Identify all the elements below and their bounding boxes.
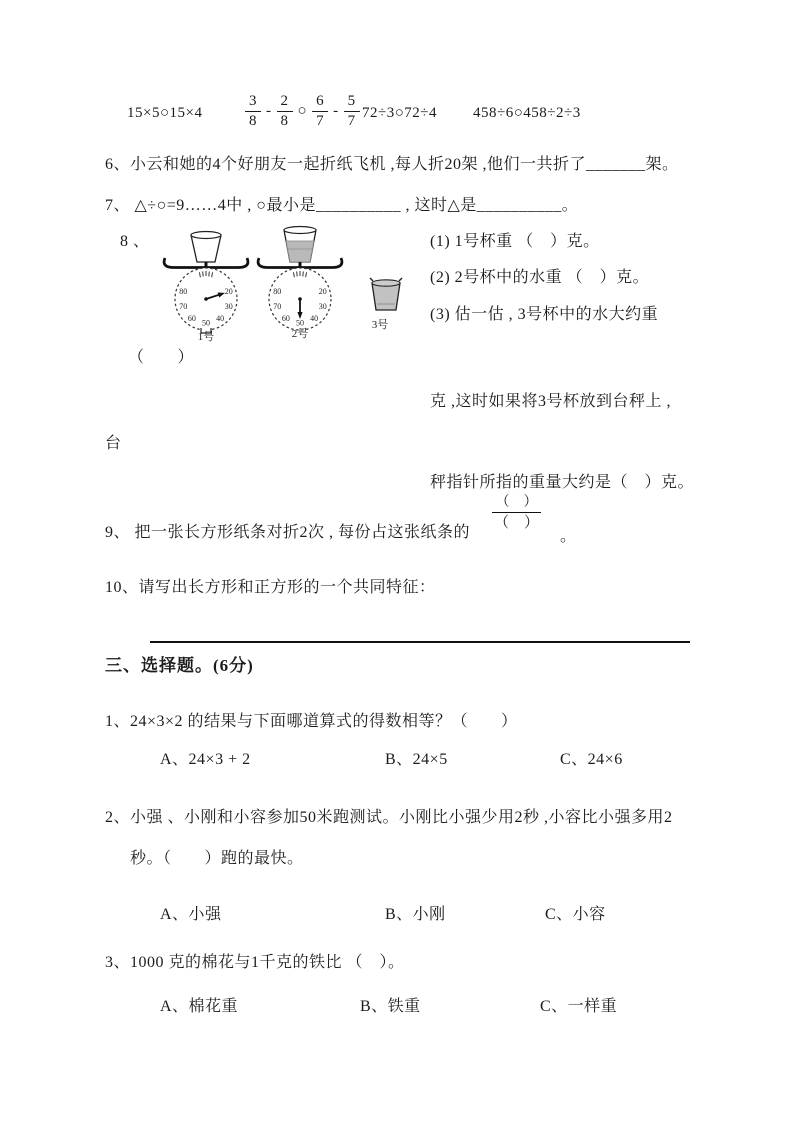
fraction [312, 94, 328, 129]
compare-expr-fractions [245, 94, 360, 129]
dial-number: 30 [318, 301, 327, 311]
cup-rim [191, 232, 221, 239]
dial-number: 30 [224, 301, 233, 311]
fraction-denominator: 7 [344, 111, 360, 129]
compare-circle: ○ [297, 103, 308, 120]
question-8-sub-2: (2) 2号杯中的水重 （ ）克。 [430, 269, 650, 286]
dial-number: 60 [187, 313, 196, 323]
cup-handle-mark [370, 278, 373, 281]
mc3-option-a: A、棉花重 [160, 998, 239, 1015]
scale-1-label: 1号 [197, 331, 215, 343]
dial-number: 70 [179, 301, 188, 311]
mc-question-1: 1、24×3×2 的结果与下面哪道算式的得数相等？（ ） [105, 713, 518, 730]
mc2-option-a: A、小强 [160, 906, 222, 923]
dial-number: 70 [273, 301, 282, 311]
dial-number: 60 [281, 313, 290, 323]
mc3-option-c: C、一样重 [540, 998, 618, 1015]
dial-pivot [298, 297, 302, 301]
scales-and-cups-figure [138, 225, 438, 343]
minus-operator: - [266, 103, 272, 120]
question-9: 9、 把一张长方形纸条对折2次 , 每份占这张纸条的 [105, 524, 471, 541]
question-8-number: 8 、 [120, 233, 150, 250]
fraction-denominator: 8 [245, 111, 261, 129]
fraction [277, 94, 293, 129]
question-7: 7、 △÷○=9……4中 , ○最小是__________ , 这时△是__________。 [105, 197, 579, 214]
mc-question-2-line-1: 2、小强 、小刚和小容参加50米跑测试。小刚比小强少用2秒 ,小容比小强多用2 [105, 809, 673, 826]
question-8-sub-1: (1) 1号杯重 （ ）克。 [430, 233, 600, 250]
mc3-option-b: B、铁重 [360, 998, 421, 1015]
compare-expr-2: 72÷3○72÷4 [362, 105, 438, 121]
compare-expr-3: 458÷6○458÷2÷3 [473, 105, 581, 121]
dial-number: 50 [202, 318, 210, 328]
dial-number: 20 [224, 287, 233, 297]
blank-fraction-denominator: （ ） [492, 512, 541, 531]
cup-water [286, 241, 314, 262]
mc1-option-c: C、24×6 [560, 751, 623, 768]
mc-question-3: 3、1000 克的棉花与1千克的铁比 （ ）。 [105, 954, 405, 971]
question-8-continuation-1: 克 ,这时如果将3号杯放到台秤上 , [430, 393, 672, 410]
fraction-numerator: 6 [316, 93, 325, 109]
cup-rim [372, 280, 400, 286]
question-8-sub-3: (3) 估一估 , 3号杯中的水大约重 [430, 306, 659, 323]
mc2-option-b: B、小刚 [385, 906, 446, 923]
question-6: 6、小云和她的4个好朋友一起折纸飞机 ,每人折20架 ,他们一共折了_______架。 [105, 156, 679, 173]
answer-underline [150, 641, 690, 643]
cup-handle-mark [399, 278, 402, 281]
dial-number: 20 [318, 287, 327, 297]
mc1-option-b: B、24×5 [385, 751, 448, 768]
scale-2-figure [258, 227, 342, 341]
fraction [344, 94, 360, 129]
dial-number: 50 [296, 318, 304, 328]
scale-2-label: 2号 [291, 328, 309, 340]
question-10: 10、请写出长方形和正方形的一个共同特征： [105, 579, 436, 596]
fraction-numerator: 3 [249, 93, 257, 109]
question-8-blank-parens: （ ） [128, 349, 195, 366]
section-3-heading: 三、选择题。(6分) [105, 656, 254, 675]
fraction-numerator: 5 [347, 93, 356, 109]
mc1-option-a: A、24×3 + 2 [160, 751, 251, 768]
fraction-numerator: 2 [280, 93, 289, 109]
dial-number: 40 [216, 313, 225, 323]
question-8-continuation-2: 台 [105, 435, 122, 452]
question-9-blank-fraction [492, 496, 541, 531]
blank-fraction-numerator: （ ） [495, 495, 538, 510]
question-9-period: 。 [560, 528, 577, 545]
dial-number: 80 [179, 287, 188, 297]
dial-pivot [204, 297, 208, 301]
question-8-continuation-3: 秤指针所指的重量大约是（ ）克。 [430, 474, 695, 491]
minus-operator: - [333, 103, 339, 120]
fraction-denominator: 7 [312, 111, 328, 129]
cup-rim [284, 227, 316, 234]
mc-question-2-line-2: 秒。（ ）跑的最快。 [130, 850, 304, 867]
cup-3-label: 3号 [371, 319, 389, 331]
dial-number: 40 [310, 313, 319, 323]
fraction [245, 94, 261, 129]
small-gray-cup-icon [372, 283, 400, 310]
scale-1-figure [164, 232, 248, 344]
fraction-denominator: 8 [277, 111, 293, 129]
compare-expr-1: 15×5○15×4 [127, 105, 203, 121]
mc2-option-c: C、小容 [545, 906, 606, 923]
cup-3-figure [370, 278, 402, 331]
dial-number: 80 [273, 287, 282, 297]
